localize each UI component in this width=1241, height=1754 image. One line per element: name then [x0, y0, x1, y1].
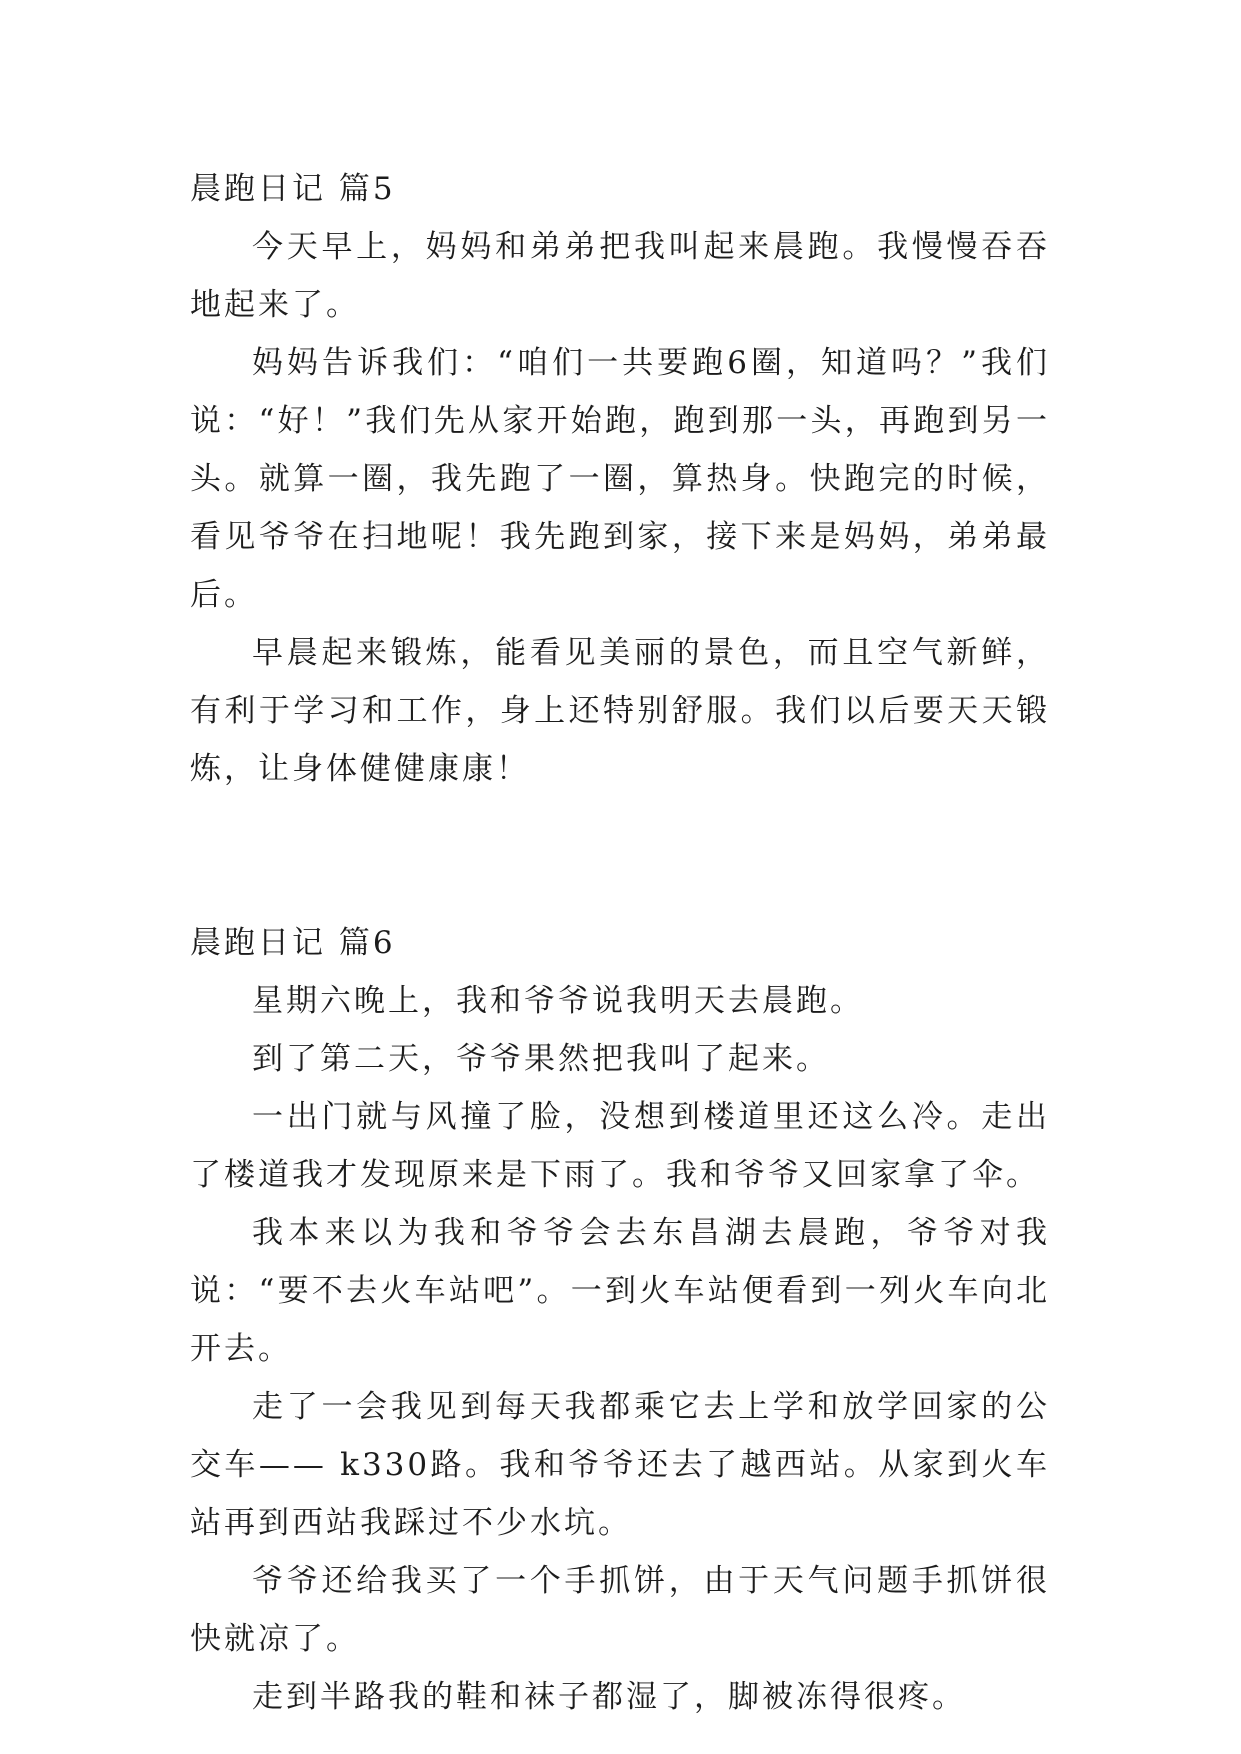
document-body: [190, 160, 1050, 1726]
paragraph: 妈妈告诉我们：“咱们一共要跑6圈，知道吗？”我们说：“好！”我们先从家开始跑，跑到那一头，再跑到另一头。就算一圈，我先跑了一圈，算热身。快跑完的时候，看见爷爷在扫地呢！我先跑到家，接下来是妈妈，弟弟最后。: [190, 345, 1050, 613]
section-title: 晨跑日记 篇6: [190, 925, 396, 961]
section-spacer: [190, 798, 1050, 914]
section-diary-5: [190, 160, 1050, 798]
paragraph: 爷爷还给我买了一个手抓饼，由于天气问题手抓饼很快就凉了。: [190, 1563, 1050, 1657]
paragraph: 星期六晚上，我和爷爷说我明天去晨跑。: [252, 983, 864, 1019]
paragraph: 早晨起来锻炼，能看见美丽的景色，而且空气新鲜，有利于学习和工作，身上还特别舒服。我们以后要天天锻炼，让身体健健康康！: [190, 635, 1050, 787]
paragraph: 走到半路我的鞋和袜子都湿了，脚被冻得很疼。: [252, 1679, 966, 1715]
paragraph: 到了第二天，爷爷果然把我叫了起来。: [252, 1041, 830, 1077]
paragraph: 一出门就与风撞了脸，没想到楼道里还这么冷。走出了楼道我才发现原来是下雨了。我和爷爷又回家拿了伞。: [190, 1099, 1050, 1193]
paragraph: 走了一会我见到每天我都乘它去上学和放学回家的公交车—— k330路。我和爷爷还去了越西站。从家到火车站再到西站我踩过不少水坑。: [190, 1389, 1050, 1541]
paragraph: 今天早上，妈妈和弟弟把我叫起来晨跑。我慢慢吞吞地起来了。: [190, 229, 1050, 323]
paragraph: 我本来以为我和爷爷会去东昌湖去晨跑，爷爷对我说：“要不去火车站吧”。一到火车站便看到一列火车向北开去。: [190, 1215, 1050, 1367]
section-diary-6: [190, 914, 1050, 1726]
section-title: 晨跑日记 篇5: [190, 171, 396, 207]
